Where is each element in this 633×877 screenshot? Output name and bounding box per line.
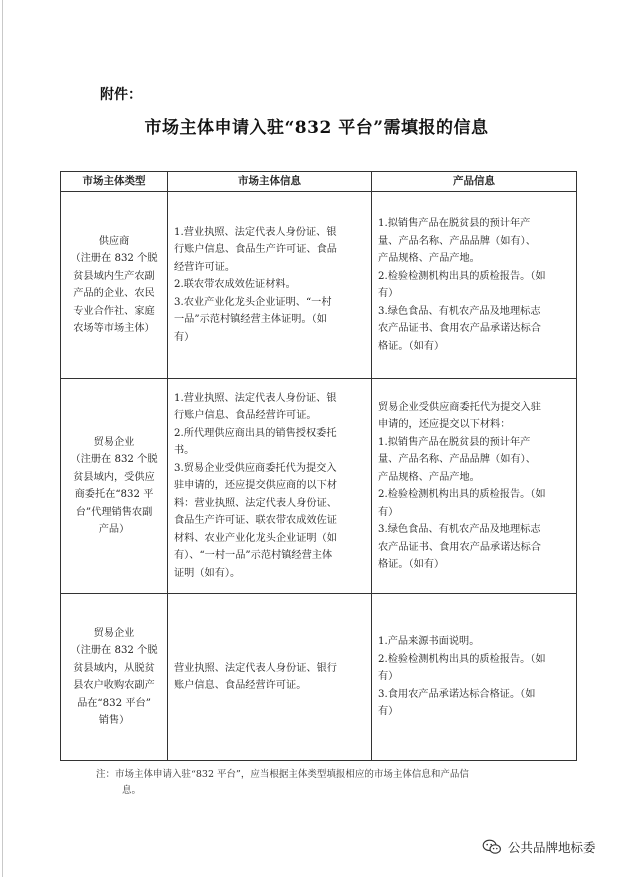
cell-line: 品在“832 平台”: [77, 697, 151, 709]
cell-line: 有）: [378, 671, 399, 683]
cell-line: 1.拟销售产品在脱贫县的预计年产: [378, 436, 531, 448]
cell-line: 农产品证书、食用农产品承诺达标合: [378, 541, 541, 553]
cell-line: 3.绿色食品、有机农产品及地理标志: [378, 305, 541, 317]
header-product-info: 产品信息: [372, 172, 577, 192]
cell-line: 证明（如有）。: [174, 567, 241, 579]
cell-line: 贸易企业: [93, 436, 135, 448]
watermark-text: 公共品牌地标委: [508, 840, 596, 855]
cell-line: 量、产品名称、产品品牌（如有）、: [378, 235, 536, 247]
cell-line: 申请的，还应提交以下材料：: [378, 419, 511, 430]
cell-line: 3.食用农产品承诺达标合格证。（如: [378, 688, 536, 700]
product-info-cell: [372, 192, 577, 379]
cell-line: 农产品证书、食用农产品承诺达标合: [378, 323, 541, 334]
cell-line: （注册在 832 个脱: [70, 645, 158, 656]
cell-line: 贫县域内，受供应: [73, 471, 155, 483]
cell-line: 1.营业执照、法定代表人身份证、银: [174, 226, 337, 238]
cell-line: 供应商: [98, 235, 130, 247]
cell-line: 2.检验检测机构出具的质检报告。（如: [378, 489, 546, 500]
cell-line: 格证。（如有）: [378, 340, 445, 352]
cell-line: 台”代理销售农副: [75, 506, 153, 518]
cell-line: 有）: [378, 288, 399, 299]
cell-line: 量、产品名称、产品品牌（如有）、: [378, 454, 536, 465]
table-row: [61, 192, 577, 379]
cell-line: 经营许可证。: [174, 261, 236, 273]
entity-type-cell: [61, 594, 168, 761]
cell-line: 1.拟销售产品在脱贫县的预计年产: [378, 218, 531, 229]
cell-line: 2.所代理供应商出具的销售授权委托: [174, 427, 337, 439]
document-title: 市场主体申请入驻“832 平台”需填报的信息: [144, 118, 489, 138]
cell-line: 有）: [174, 331, 195, 343]
cell-line: 料：营业执照、法定代表人身份证、: [174, 497, 337, 509]
attachment-label: 附件：: [100, 87, 142, 103]
product-info-cell: [372, 594, 577, 761]
footnote-line: 注：市场主体申请入驻“832 平台”，应当根据主体类型填报相应的市场主体信息和产品信: [96, 769, 469, 780]
cell-line: 营业执照、法定代表人身份证、银行: [174, 662, 337, 674]
cell-line: 县农户收购农副产: [73, 680, 155, 691]
table-row: [61, 379, 577, 594]
cell-line: 食品生产许可证、联农带农成效佐证: [174, 515, 337, 527]
cell-line: 驻申请的，还应提交供应商的以下材: [174, 480, 337, 492]
cell-line: 1.营业执照、法定代表人身份证、银: [174, 392, 337, 404]
cell-line: 行账户信息、食品经营许可证。: [174, 410, 317, 422]
product-info-cell: [372, 379, 577, 594]
table-row: [61, 594, 577, 761]
cell-line: 2.联农带农成效佐证材料。: [174, 279, 296, 291]
footnote: [96, 767, 566, 799]
cell-line: 产品）: [98, 524, 130, 535]
cell-line: （注册在 832 个脱: [70, 454, 158, 465]
table-header-row: [61, 172, 577, 192]
cell-line: 贫县域内生产农副: [73, 270, 155, 282]
cell-line: （注册在 832 个脱: [70, 253, 158, 264]
cell-line: 行账户信息、食品生产许可证、食品: [174, 244, 337, 256]
cell-line: 3.农业产业化龙头企业证明、“一村: [174, 296, 332, 308]
entity-info-cell: [168, 594, 372, 761]
cell-line: 农场等市场主体）: [73, 323, 155, 334]
cell-line: 一品”示范村镇经营主体证明。（如: [174, 314, 327, 326]
entity-info-cell: [168, 192, 372, 379]
cell-line: 贸易企业受供应商委托代为提交入驻: [378, 401, 541, 413]
header-entity-type: 市场主体类型: [61, 172, 168, 192]
header-entity-info: 市场主体信息: [168, 172, 372, 192]
cell-line: 有）、“一村一品”示范村镇经营主体: [174, 550, 333, 562]
cell-line: 3.贸易企业受供应商委托代为提交入: [174, 462, 337, 474]
cell-line: 贸易企业: [93, 627, 135, 639]
cell-line: 有）: [378, 706, 399, 718]
cell-line: 有）: [378, 506, 399, 518]
cell-line: 账户信息、食品经营许可证。: [174, 680, 307, 691]
cell-line: 产品的企业、农民: [73, 288, 155, 299]
cell-line: 2.检验检测机构出具的质检报告。（如: [378, 653, 546, 665]
entity-info-cell: [168, 379, 372, 594]
footnote-line: 息。: [122, 785, 142, 796]
cell-line: 产品规格、产品产地。: [378, 253, 480, 264]
cell-line: 产品规格、产品产地。: [378, 471, 480, 483]
cell-line: 1.产品来源书面说明。: [378, 636, 480, 648]
entity-type-cell: [61, 192, 168, 379]
watermark: [482, 838, 596, 856]
cell-line: 贫县域内，从脱贫: [73, 662, 155, 674]
cell-line: 材料、农业产业化龙头企业证明（如: [174, 532, 337, 544]
cell-line: 书。: [174, 445, 195, 457]
cell-line: 3.绿色食品、有机农产品及地理标志: [378, 524, 541, 535]
cell-line: 销售）: [98, 715, 130, 726]
wechat-icon: [482, 839, 502, 855]
cell-line: 格证。（如有）: [378, 559, 445, 570]
cell-line: 商委托在“832 平: [74, 489, 154, 500]
entity-type-cell: [61, 379, 168, 594]
info-table: [60, 171, 577, 761]
cell-line: 2.检验检测机构出具的质检报告。（如: [378, 270, 546, 282]
cell-line: 专业合作社、家庭: [73, 305, 155, 317]
